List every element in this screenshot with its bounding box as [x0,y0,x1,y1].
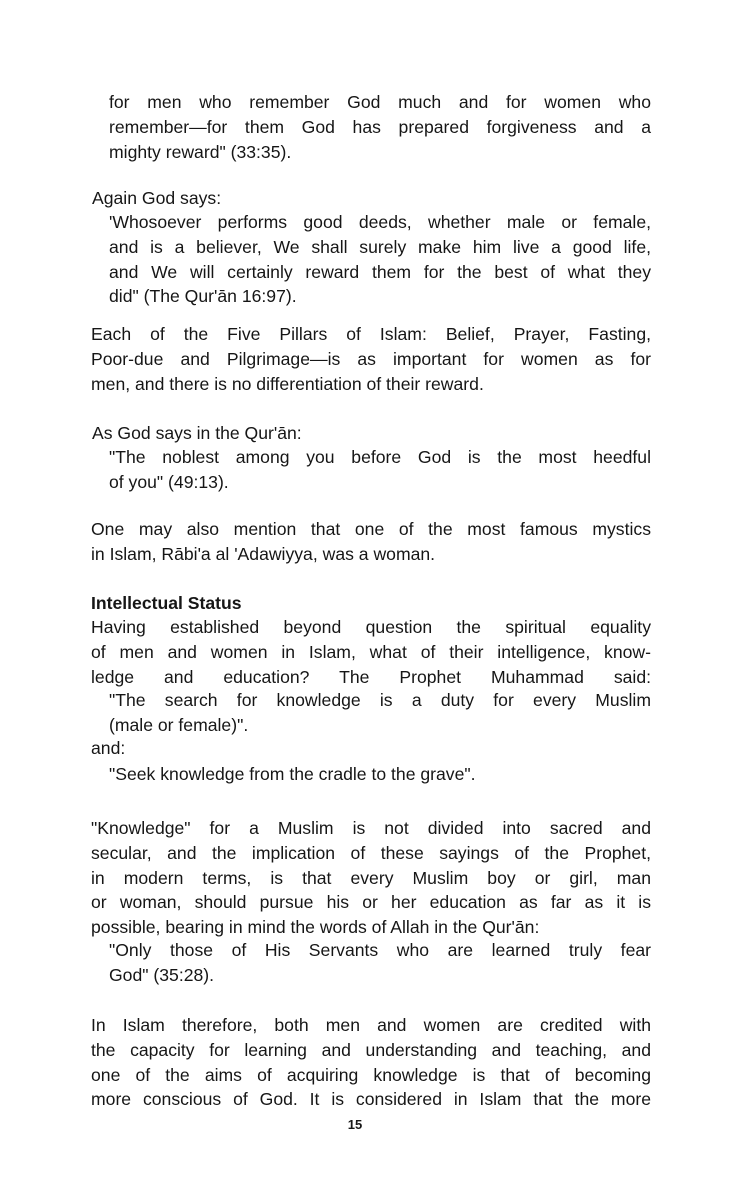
quote-33-35 [109,90,651,164]
text-line: and We will certainly reward them for the best of what they [109,261,651,282]
text-line: mighty reward" (33:35). [109,141,292,162]
text-line: (male or female)". [109,714,249,735]
intellectual-paragraph [91,615,651,689]
text-line: Having established beyond question the spiritual equality [91,617,651,637]
final-paragraph [91,1013,651,1112]
intro-line: Again God says: [92,188,222,208]
text-line: of you" (49:13). [109,471,229,492]
text-line: remember—for them God has prepared forgiveness and a [109,116,651,137]
intro-line: As God says in the Qur'ān: [92,423,302,443]
text-line: God" (35:28). [109,964,215,985]
text-line: for men who remember God much and for women who [109,92,651,112]
mystics-paragraph [91,517,651,567]
text-line: Poor-due and Pilgrimage—is as important for women as for [91,348,651,369]
text-line: "Seek knowledge from the cradle to the grave". [109,764,476,784]
text-line: of men and women in Islam, what of their intelligence, know- [91,641,651,662]
quote-49-13 [109,445,651,495]
text-line: ledge and education? The Prophet Muhammad said: [91,666,651,687]
text-line: "The search for knowledge is a duty for every Muslim [109,690,651,710]
knowledge-paragraph [91,816,651,940]
text-line: one of the aims of acquiring knowledge is that of becoming [91,1064,651,1085]
text-line: In Islam therefore, both men and women are credited with [91,1015,651,1035]
text-line: men, and there is no differentiation of their reward. [91,373,484,394]
hadith-1 [109,688,651,738]
text-line: One may also mention that one of the most famous mystics [91,519,651,539]
text-line: secular, and the implication of these sayings of the Prophet, [91,842,651,863]
quote-35-28 [109,938,651,988]
text-line: in Islam, Rābi'a al 'Adawiyya, was a woman. [91,543,436,564]
text-line: 'Whosoever performs good deeds, whether male or female, [109,212,651,232]
text-line: "Only those of His Servants who are learned truly fear [109,940,651,960]
text-line: or woman, should pursue his or her education as far as it is [91,892,651,913]
hadith-2 [109,762,476,787]
text-line: the capacity for learning and understanding and teaching, and [91,1039,651,1060]
text-line: possible, bearing in mind the words of Allah in the Qur'ān: [91,917,540,938]
pillars-paragraph [91,322,651,396]
text-line: "The noblest among you before God is the most heedful [109,447,651,467]
text-line: Each of the Five Pillars of Islam: Belief, Prayer, Fasting, [91,324,651,344]
text-line: did" (The Qur'ān 16:97). [109,286,297,307]
text-line: in modern terms, is that every Muslim boy or girl, man [91,867,651,888]
section-heading: Intellectual Status [91,593,242,613]
text-line: and is a believer, We shall surely make him live a good life, [109,236,651,257]
text-line: more conscious of God. It is considered in Islam that the more [91,1089,651,1110]
text-line: "Knowledge" for a Muslim is not divided into sacred and [91,818,651,838]
page-number: 15 [347,1117,363,1132]
quote-16-97 [109,210,651,309]
and-line: and: [91,738,126,758]
